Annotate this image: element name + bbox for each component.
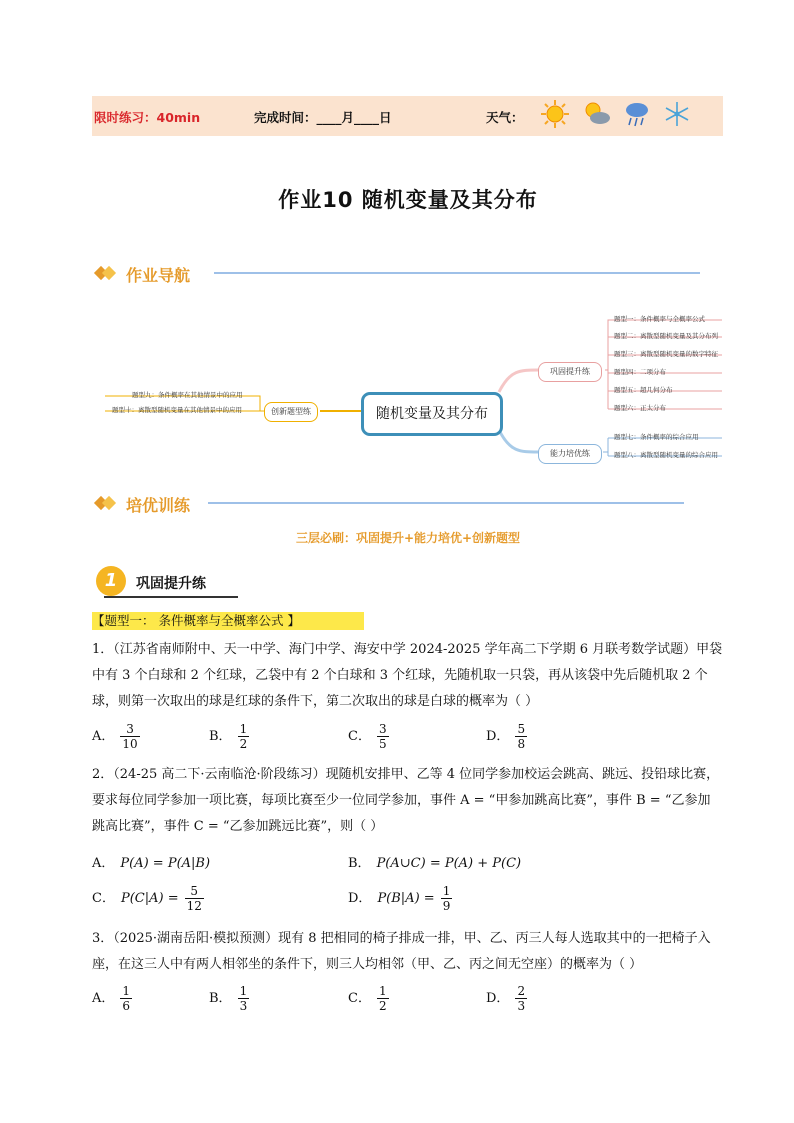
- header-banner: [92, 96, 723, 136]
- mindmap-leaf: 题型一：条件概率与全概率公式: [614, 315, 705, 323]
- mindmap-leaf: 题型七：条件概率的综合应用: [614, 433, 699, 441]
- mindmap-leaf: 题型二：离散型随机变量及其分布列: [614, 332, 718, 340]
- option-formula: P(C|A) =: [120, 891, 179, 906]
- numerator: 2: [517, 984, 526, 998]
- option-label: B．: [348, 856, 371, 871]
- option-label: C．: [348, 991, 371, 1006]
- time-limit: 限时练习：40min: [94, 110, 201, 125]
- numerator: 1: [239, 722, 248, 736]
- train-header: 培优训练: [126, 496, 191, 515]
- q3-option-b[interactable]: [209, 984, 249, 1013]
- option-label: A．: [92, 991, 115, 1006]
- option-label: B．: [209, 729, 232, 744]
- divider: [214, 272, 700, 274]
- q2-option-c[interactable]: [92, 884, 204, 913]
- weather-label: 天气：: [486, 110, 524, 125]
- question-2: [92, 762, 719, 840]
- mindmap-leaf: 题型四：二项分布: [614, 368, 666, 376]
- mindmap-leaf: 题型三：离散型随机变量的数字特征: [614, 350, 718, 358]
- option-formula: P(A) = P(A|B): [120, 856, 211, 871]
- option-label: D．: [486, 991, 510, 1006]
- snowflake-icon: [662, 99, 692, 129]
- numerator: 1: [442, 884, 451, 898]
- numerator: 1: [122, 984, 131, 998]
- q3-option-d[interactable]: [486, 984, 527, 1013]
- q2-line: 跳高比赛”，事件 C = “乙参加跳远比赛”，则（ ）: [92, 819, 384, 834]
- denominator: 6: [122, 999, 131, 1013]
- subtitle: 三层必刷：巩固提升+能力培优+创新题型: [295, 531, 521, 545]
- option-label: C．: [92, 891, 115, 906]
- mindmap-branch-consolidate: 巩固提升练: [538, 362, 602, 382]
- mindmap-branch-ability: 能力培优练: [538, 444, 602, 464]
- denominator: 12: [186, 899, 202, 913]
- denominator: 3: [517, 999, 526, 1013]
- mindmap-leaf: 题型六：正太分布: [614, 404, 666, 412]
- mindmap-leaf: 题型九：条件概率在其他情景中的应用: [132, 391, 243, 399]
- question-1: [92, 637, 722, 715]
- denominator: 2: [239, 737, 248, 751]
- q2-option-b[interactable]: [348, 852, 521, 871]
- level-title: 巩固提升练: [136, 576, 206, 592]
- option-label: A．: [92, 729, 115, 744]
- q1-option-b[interactable]: [209, 722, 249, 751]
- q3-option-c[interactable]: [348, 984, 389, 1013]
- mindmap-center: 随机变量及其分布: [361, 392, 503, 436]
- numerator: 3: [120, 722, 139, 737]
- option-label: B．: [209, 991, 232, 1006]
- rain-icon: [622, 99, 652, 129]
- q1-option-c[interactable]: [348, 722, 389, 751]
- nav-header: 作业导航: [126, 266, 191, 285]
- page-title: 作业10 随机变量及其分布: [278, 188, 538, 212]
- option-label: D．: [348, 891, 372, 906]
- q3-line: 座，在这三人中有两人相邻坐的条件下，则三人均相邻（甲、乙、丙之间无空座）的概率为（ ）: [92, 957, 643, 972]
- option-label: C．: [348, 729, 371, 744]
- partly-cloudy-icon: [582, 99, 612, 129]
- option-label: A．: [92, 856, 115, 871]
- finish-time: 完成时间：____月____日: [254, 110, 392, 125]
- numerator: 3: [378, 722, 387, 736]
- question-type-tag: 【题型一： 条件概率与全概率公式 】: [92, 612, 364, 630]
- q1-option-a[interactable]: [92, 722, 140, 751]
- mindmap-leaf: 题型十：离散型随机变量在其他情景中的应用: [112, 406, 242, 414]
- mindmap-leaf: 题型八：离散型随机变量的综合应用: [614, 451, 718, 459]
- q2-line: 要求每位同学参加一项比赛，每项比赛至少一位同学参加，事件 A = “甲参加跳高比赛”，事件 B = “乙参加: [92, 793, 711, 808]
- level-badge: 1: [96, 566, 126, 596]
- denominator: 10: [122, 737, 138, 751]
- q2-option-a[interactable]: [92, 852, 210, 871]
- denominator: 3: [239, 999, 248, 1013]
- mindmap-branch-innovate: 创新题型练: [264, 402, 318, 422]
- q3-option-a[interactable]: [92, 984, 132, 1013]
- option-formula: P(A∪C) = P(A) + P(C): [376, 856, 522, 871]
- q1-line: 球，则第一次取出的球是红球的条件下，第二次取出的球是白球的概率为（ ）: [92, 694, 539, 709]
- denominator: 2: [378, 999, 387, 1013]
- q2-line: 2．（24-25 高二下·云南临沧·阶段练习）现随机安排甲、乙等 4 位同学参加校运会跳高、跳远、投铅球比赛，: [92, 767, 720, 782]
- q3-line: 3．（2025·湖南岳阳·模拟预测）现有 8 把相同的椅子排成一排，甲、乙、丙三人每人选取其中的一把椅子入: [92, 931, 711, 946]
- q1-option-d[interactable]: [486, 722, 527, 751]
- numerator: 5: [517, 722, 526, 736]
- option-formula: P(B|A) =: [377, 891, 435, 906]
- question-3: [92, 926, 711, 978]
- q1-line: 中有 3 个白球和 2 个红球，乙袋中有 2 个白球和 3 个红球，先随机取一只袋，再从该袋中先后随机取 2 个: [92, 668, 708, 683]
- q2-option-d[interactable]: [348, 884, 452, 913]
- divider: [208, 502, 684, 504]
- option-label: D．: [486, 729, 510, 744]
- denominator: 9: [442, 899, 451, 913]
- level-underline: [104, 596, 238, 598]
- denominator: 5: [378, 737, 387, 751]
- numerator: 5: [185, 884, 204, 899]
- mindmap-leaf: 题型五：超几何分布: [614, 386, 673, 394]
- denominator: 8: [517, 737, 526, 751]
- numerator: 1: [239, 984, 248, 998]
- numerator: 1: [378, 984, 387, 998]
- sunny-icon: [540, 99, 570, 129]
- q1-line: 1．（江苏省南师附中、天一中学、海门中学、海安中学 2024-2025 学年高二下学期 6 月联考数学试题）甲袋: [92, 642, 723, 657]
